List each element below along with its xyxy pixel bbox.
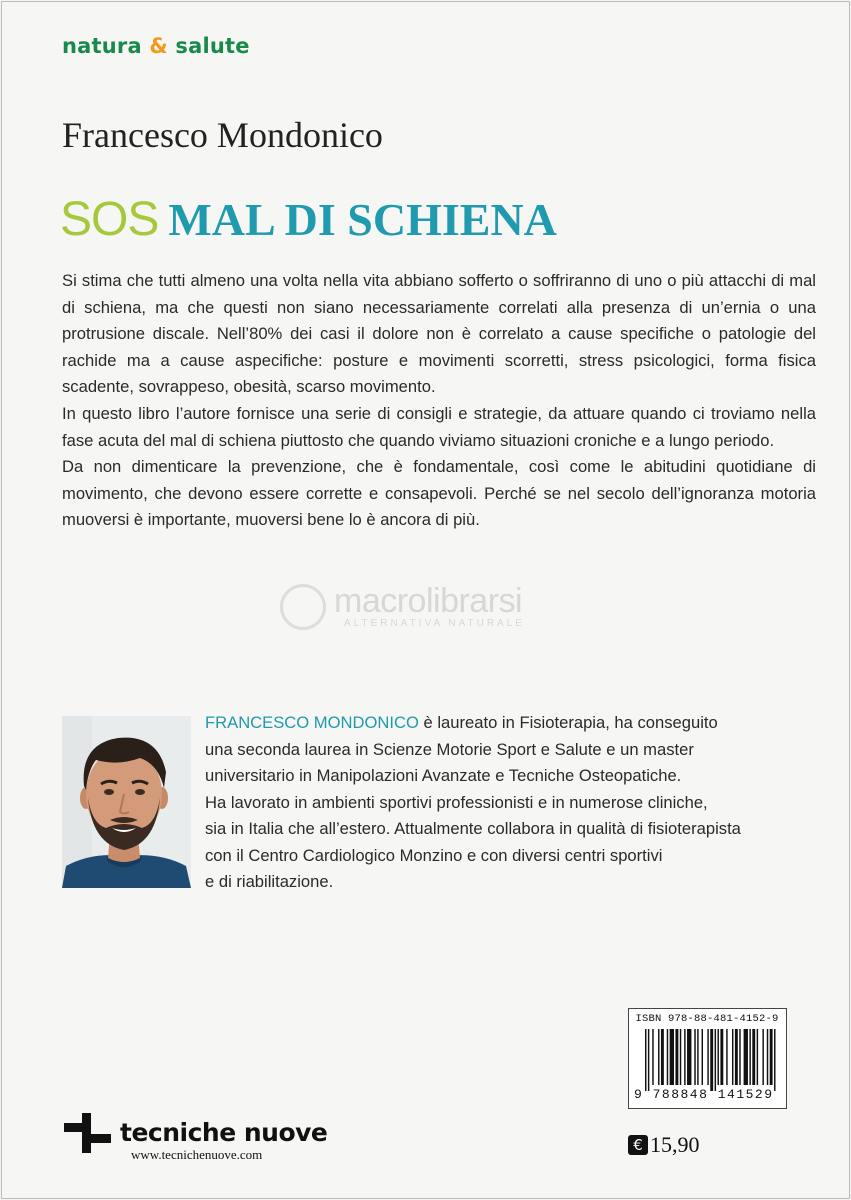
series-word-salute: salute (175, 34, 250, 58)
description-paragraph: Da non dimenticare la prevenzione, che è fondamentale, così come le abitudini quotidiane di movimento, che devono essere corrette e consapevoli. Perché se nel secolo dell’ignoranza motoria muoversi è importante, muoversi bene lo è ancora di più. (62, 457, 816, 530)
euro-icon: € (628, 1135, 648, 1155)
title-main: MAL DI SCHIENA (168, 194, 557, 245)
series-ampersand: & (149, 34, 168, 58)
price (628, 1132, 700, 1160)
watermark-tagline: ALTERNATIVA NATURALE (344, 618, 525, 629)
bio-line: una seconda laurea in Scienze Motorie Sport e Salute e un master (205, 739, 694, 759)
isbn-text: ISBN 978-88-481-4152-9 (635, 1013, 779, 1025)
bio-line-rest: è laureato in Fisioterapia, ha conseguito (418, 713, 718, 732)
publisher-name: tecniche nuove (120, 1118, 328, 1147)
series-word-natura: natura (62, 34, 142, 58)
bio-line: sia in Italia che all’estero. Attualmente collabora in qualità di fisioterapista (205, 819, 741, 838)
author-bio (205, 710, 845, 896)
book-title (60, 192, 557, 247)
price-value: 15,90 (650, 1132, 700, 1157)
bio-line: Ha lavorato in ambienti sportivi professionisti e in numerose cliniche, (205, 792, 708, 812)
bio-line (205, 710, 845, 737)
title-prefix: SOS (60, 193, 159, 246)
author-name: Francesco Mondonico (62, 115, 383, 155)
publisher-logo-icon (64, 1113, 112, 1158)
ean-digits: 9 788848 141529 (634, 1087, 774, 1102)
bio-line: con il Centro Cardiologico Monzino e con diversi centri sportivi (205, 845, 663, 865)
series-label (62, 34, 250, 58)
description (62, 268, 816, 534)
bio-author-name: FRANCESCO MONDONICO (205, 713, 419, 732)
bio-line: e di riabilitazione. (205, 872, 334, 891)
description-paragraph: Si stima che tutti almeno una volta nella vita abbiano sofferto o soffriranno di uno o più attacchi di mal di schiena, ma che questi non siano necessariamente correlati alla presenza di un’ernia o una protrusione discale. Nell’80% dei casi il dolore non è correlato a cause specifiche o patologie del rachide ma a cause aspecifiche: posture e movimenti scorretti, stress psicologici, forma fisica scadente, sovrappeso, obesità, scarso movimento. (62, 271, 816, 397)
description-paragraph: In questo libro l’autore fornisce una serie di consigli e strategie, da attuare quando ci troviamo nella fase acuta del mal di schiena piuttosto che quando viviamo situazioni croniche e a lungo periodo. (62, 403, 816, 450)
watermark-name: macrolibrarsi (334, 582, 523, 620)
author-photo (62, 716, 191, 888)
publisher-url: www.tecnichenuove.com (131, 1147, 263, 1162)
bio-line: universitario in Manipolazioni Avanzate e Tecniche Osteopatiche. (205, 766, 682, 785)
author-portrait-image (62, 716, 191, 888)
